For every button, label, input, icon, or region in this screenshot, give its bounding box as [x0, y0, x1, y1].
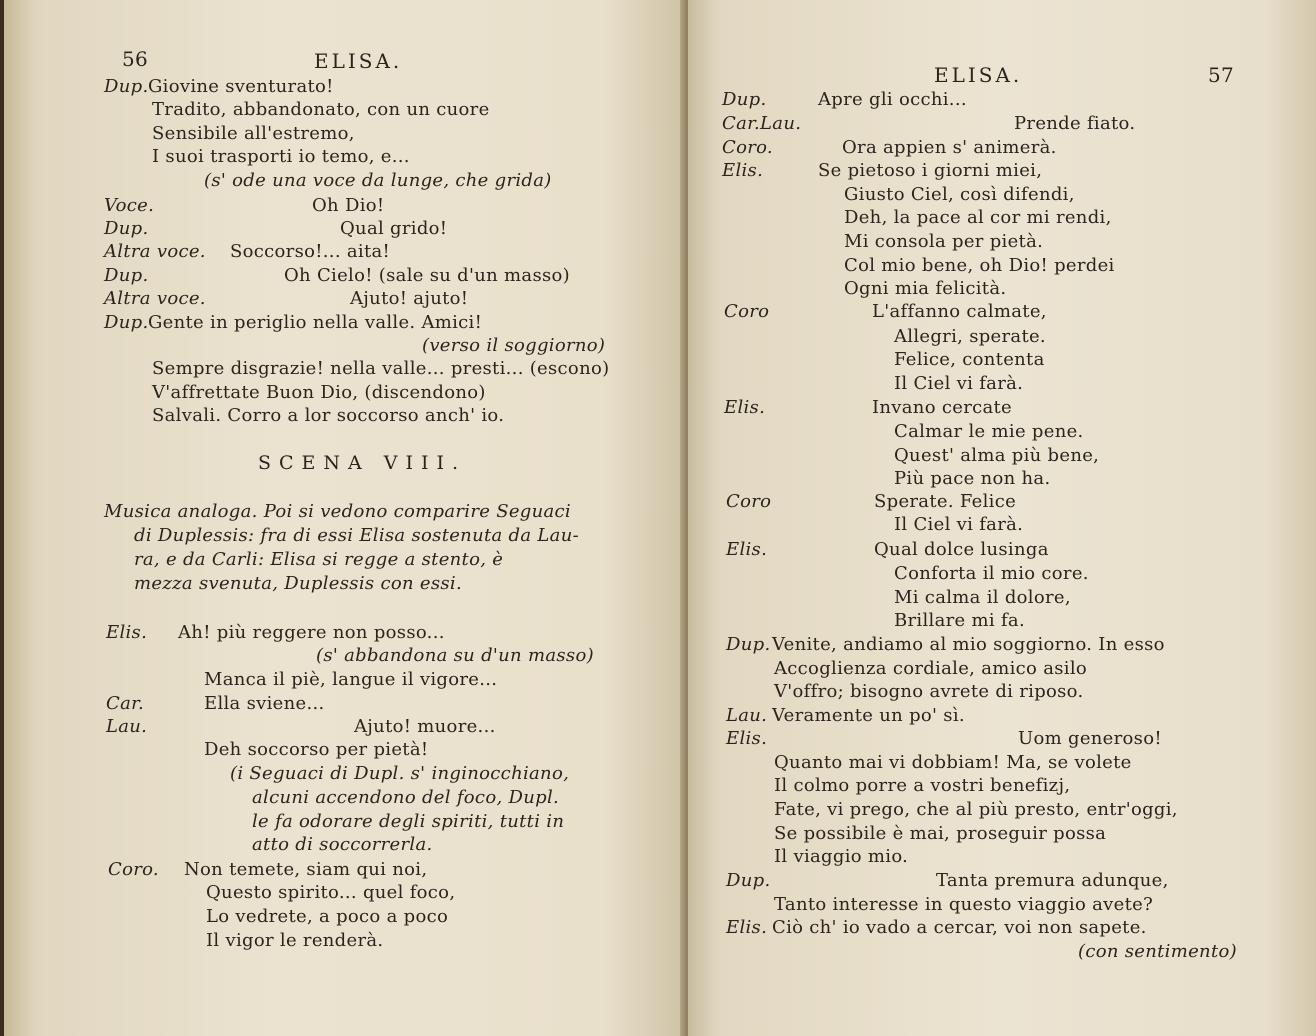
- verse-line: Sensibile all'estremo,: [152, 123, 355, 144]
- speaker: Elis.: [726, 728, 768, 749]
- verse-line: V'affrettate Buon Dio, (discendono): [152, 382, 486, 403]
- verse-line: Venite, andiamo al mio soggiorno. In esso: [772, 634, 1165, 655]
- verse-line: Manca il piè, langue il vigore...: [204, 669, 498, 690]
- page-number: 56: [122, 47, 149, 71]
- speaker: Altra voce.: [104, 288, 206, 309]
- running-head: ELISA.: [314, 49, 403, 73]
- scene-heading: SCENA VIII.: [258, 452, 467, 474]
- speaker: Coro: [724, 301, 770, 322]
- verse-line: Deh soccorso per pietà!: [204, 739, 429, 760]
- stage-direction: mezza svenuta, Duplessis con essi.: [134, 573, 462, 594]
- verse-line: Salvali. Corro a lor soccorso anch' io.: [152, 405, 505, 426]
- speaker: Car.Lau.: [722, 113, 802, 134]
- speaker: Elis.: [724, 397, 766, 418]
- verse-line: Oh Cielo! (sale su d'un masso): [284, 265, 570, 286]
- verse-line: Uom generoso!: [1018, 728, 1162, 749]
- verse-line: Il colmo porre a vostri benefizj,: [774, 775, 1071, 796]
- speaker: Elis.: [726, 539, 768, 560]
- open-book: [4, 0, 1316, 1036]
- left-page: [4, 0, 684, 1036]
- verse-line: Il Ciel vi farà.: [894, 514, 1024, 535]
- stage-direction: Musica analoga. Poi si vedono comparire Seguaci: [104, 501, 571, 522]
- verse-line: Sempre disgrazie! nella valle... presti... (escono): [152, 358, 610, 379]
- verse-line: Se possibile è mai, proseguir possa: [774, 823, 1107, 844]
- speaker: Coro.: [722, 137, 773, 158]
- verse-line: V'offro; bisogno avrete di riposo.: [774, 681, 1084, 702]
- speaker: Elis.: [726, 917, 768, 938]
- stage-direction: le fa odorare degli spiriti, tutti in: [252, 811, 565, 832]
- verse-line: Apre gli occhi...: [818, 89, 967, 110]
- verse-line: Ah! più reggere non posso...: [178, 622, 445, 643]
- verse-line: Tanto interesse in questo viaggio avete?: [774, 894, 1154, 915]
- verse-line: Qual dolce lusinga: [874, 539, 1049, 560]
- verse-line: Sperate. Felice: [874, 491, 1017, 512]
- verse-line: Accoglienza cordiale, amico asilo: [774, 658, 1088, 679]
- verse-line: Lo vedrete, a poco a poco: [206, 906, 449, 927]
- speaker: Altra voce.: [104, 241, 206, 262]
- speaker: Voce.: [104, 195, 155, 216]
- speaker: Lau.: [106, 716, 148, 737]
- verse-line: Allegri, sperate.: [894, 326, 1046, 347]
- stage-direction: (i Seguaci di Dupl. s' inginocchiano,: [230, 763, 570, 784]
- verse-line: Ora appien s' animerà.: [842, 137, 1057, 158]
- verse-line: Gente in periglio nella valle. Amici!: [148, 312, 483, 333]
- speaker: Dup.: [726, 870, 771, 891]
- stage-direction: atto di soccorrerla.: [252, 834, 433, 855]
- speaker: Dup.: [104, 312, 149, 333]
- verse-line: Quanto mai vi dobbiam! Ma, se volete: [774, 752, 1132, 773]
- verse-line: Deh, la pace al cor mi rendi,: [844, 207, 1112, 228]
- speaker: Coro: [726, 491, 772, 512]
- verse-line: Conforta il mio core.: [894, 563, 1089, 584]
- stage-direction: (s' abbandona su d'un masso): [316, 645, 594, 666]
- verse-line: Col mio bene, oh Dio! perdei: [844, 255, 1115, 276]
- stage-direction: ra, e da Carli: Elisa si regge a stento, è: [134, 549, 504, 570]
- verse-line: Calmar le mie pene.: [894, 421, 1084, 442]
- verse-line: Se pietoso i giorni miei,: [818, 160, 1043, 181]
- stage-direction: (con sentimento): [1078, 941, 1237, 962]
- verse-line: Tanta premura adunque,: [936, 870, 1169, 891]
- verse-line: Soccorso!... aita!: [230, 241, 391, 262]
- verse-line: Brillare mi fa.: [894, 610, 1025, 631]
- verse-line: Ogni mia felicità.: [844, 278, 1007, 299]
- verse-line: Mi calma il dolore,: [894, 587, 1071, 608]
- page-number: 57: [1208, 63, 1235, 87]
- verse-line: Quest' alma più bene,: [894, 445, 1100, 466]
- speaker: Coro.: [108, 859, 159, 880]
- verse-line: Tradito, abbandonato, con un cuore: [152, 99, 490, 120]
- verse-line: Fate, vi prego, che al più presto, entr'oggi,: [774, 799, 1178, 820]
- verse-line: Ciò ch' io vado a cercar, voi non sapete.: [772, 917, 1147, 938]
- verse-line: Ella sviene...: [204, 693, 325, 714]
- verse-line: Il Ciel vi farà.: [894, 373, 1024, 394]
- verse-line: Non temete, siam qui noi,: [184, 859, 428, 880]
- verse-line: Prende fiato.: [1014, 113, 1136, 134]
- speaker: Car.: [106, 693, 145, 714]
- verse-line: Veramente un po' sì.: [772, 705, 965, 726]
- speaker: Dup.: [104, 265, 149, 286]
- verse-line: I suoi trasporti io temo, e...: [152, 146, 410, 167]
- stage-direction: (verso il soggiorno): [422, 335, 606, 356]
- verse-line: Ajuto! ajuto!: [350, 288, 469, 309]
- speaker: Elis.: [106, 622, 148, 643]
- verse-line: L'affanno calmate,: [872, 301, 1047, 322]
- verse-line: Il vigor le renderà.: [206, 930, 384, 951]
- verse-line: Più pace non ha.: [894, 468, 1051, 489]
- speaker: Dup.: [726, 634, 771, 655]
- verse-line: Ajuto! muore...: [354, 716, 496, 737]
- verse-line: Mi consola per pietà.: [844, 231, 1044, 252]
- verse-line: Giusto Ciel, così difendi,: [844, 184, 1075, 205]
- speaker: Elis.: [722, 160, 764, 181]
- stage-direction: (s' ode una voce da lunge, che grida): [204, 170, 552, 191]
- verse-line: Invano cercate: [872, 397, 1012, 418]
- running-head: ELISA.: [934, 63, 1023, 87]
- verse-line: Qual grido!: [340, 218, 448, 239]
- verse-line: Giovine sventurato!: [148, 76, 334, 97]
- speaker: Dup.: [104, 76, 149, 97]
- speaker: Dup.: [722, 89, 767, 110]
- verse-line: Questo spirito... quel foco,: [206, 882, 456, 903]
- verse-line: Felice, contenta: [894, 349, 1045, 370]
- right-page: [688, 0, 1316, 1036]
- speaker: Dup.: [104, 218, 149, 239]
- speaker: Lau.: [726, 705, 768, 726]
- verse-line: Il viaggio mio.: [774, 846, 909, 867]
- verse-line: Oh Dio!: [312, 195, 385, 216]
- stage-direction: di Duplessis: fra di essi Elisa sostenuta da Lau-: [134, 525, 579, 546]
- stage-direction: alcuni accendono del foco, Dupl.: [252, 787, 560, 808]
